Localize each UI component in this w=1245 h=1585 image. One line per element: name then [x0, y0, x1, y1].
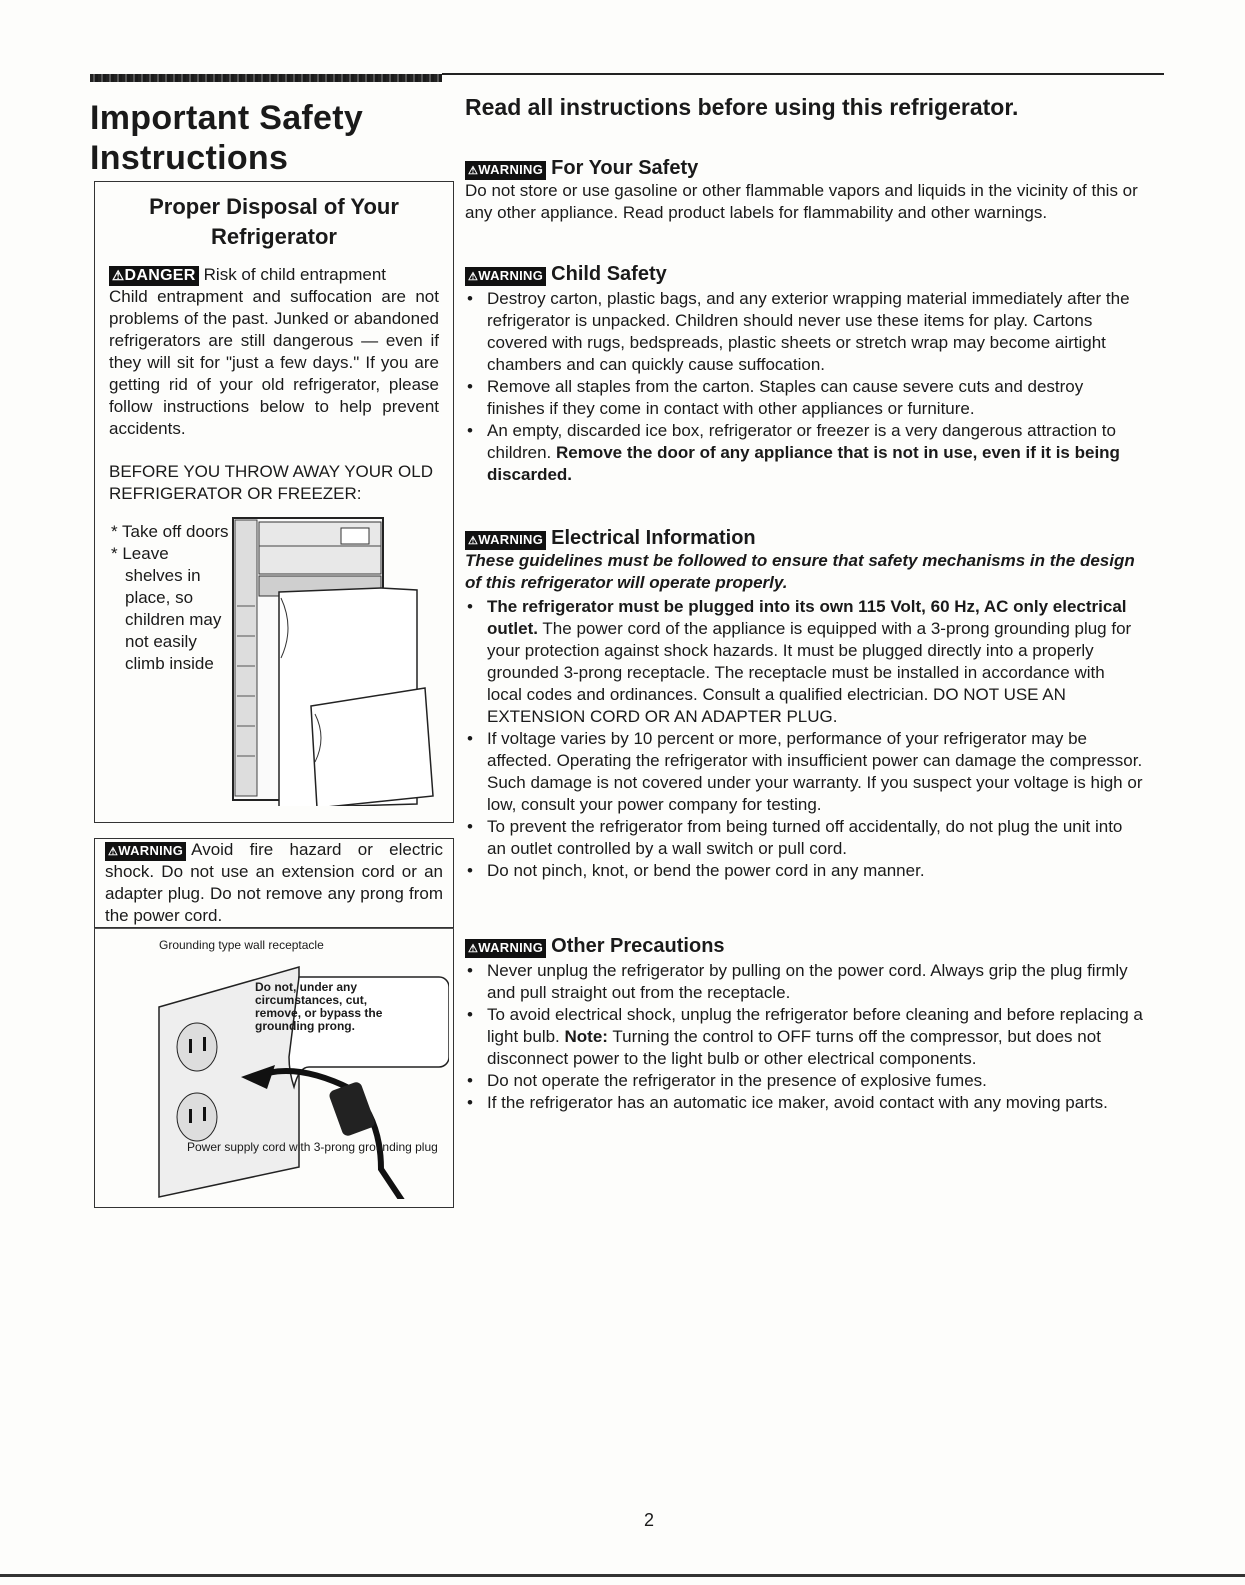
page-number: 2: [644, 1510, 655, 1530]
list-item: [465, 1004, 1143, 1070]
list-item: * Leave shelves in place, so children may not easily climb inside: [111, 544, 222, 673]
outlet-box: [94, 928, 454, 1208]
page-title: Important Safety Instructions: [90, 99, 364, 177]
warning-triangle-icon: ⚠: [468, 165, 479, 177]
grounded-outlet-illustration: [149, 937, 449, 1199]
fire-hazard-paragraph: [105, 839, 443, 927]
bullet-bold-text: Remove the door of any appliance that is not in use, even if it is being discarded.: [487, 443, 1120, 484]
bullet-text: The power cord of the appliance is equipped with a 3-prong grounding plug for your protection against shock hazards. It must be plugged directly into a properly grounded 3-prong receptacle. The receptacle must be installed in accordance with local codes and ordinances. Consult a qualified electrician. DO NOT USE AN EXTENSION CORD OR AN ADAPTER PLUG.: [487, 619, 1132, 726]
warning-badge: [105, 842, 186, 861]
bullet-text: To avoid electrical shock, unplug the refrigerator before cleaning and before replacing a light bulb.: [487, 1005, 1143, 1046]
section-title-text: Electrical Information: [551, 527, 756, 549]
note-label: Note:: [564, 1027, 608, 1046]
bullet-bold-text: The refrigerator must be plugged into its own 115 Volt, 60 Hz, AC only electrical outlet.: [487, 597, 1127, 638]
warning-triangle-icon: ⚠: [468, 535, 479, 547]
warning-badge-label: WARNING: [478, 940, 544, 955]
warning-badge-label: WARNING: [478, 532, 544, 547]
fire-hazard-text: Avoid fire hazard or electric shock. Do not use an extension cord or an adapter plug. Do not remove any prong from the power cord.: [105, 840, 443, 925]
electrical-intro: These guidelines must be followed to ensure that safety mechanisms in the design of this refrigerator will operate properly.: [465, 551, 1135, 592]
disposal-title: Proper Disposal of Your Refrigerator: [149, 194, 399, 249]
refrigerator-illustration: [229, 516, 439, 806]
list-item: • Never unplug the refrigerator by pulling on the power cord. Always grip the plug firmly and pull straight out from the receptacle.: [465, 960, 1143, 1004]
section-for-your-safety: [465, 156, 1143, 224]
header-rule-thick: [90, 74, 442, 82]
warning-badge-label: WARNING: [478, 162, 544, 177]
section-title: [465, 526, 1143, 550]
warning-badge-label: WARNING: [118, 843, 184, 858]
section-other-precautions: [465, 934, 1143, 1114]
bullet-text: An empty, discarded ice box, refrigerator or freezer is a very dangerous attraction to children.: [487, 421, 1116, 462]
header-rule-thin: [442, 73, 1164, 75]
section-title-text: Child Safety: [551, 263, 667, 285]
section-electrical-information: [465, 526, 1143, 882]
list-item: [465, 420, 1143, 486]
read-instructions-title: Read all instructions before using this refrigerator.: [465, 94, 1019, 120]
warning-badge: [465, 939, 546, 958]
section-title: [465, 156, 1143, 180]
list-item: • Do not operate the refrigerator in the presence of explosive fumes.: [465, 1070, 1143, 1092]
list-item: * Take off doors: [111, 522, 229, 541]
bullet-text: Turning the control to OFF turns off the compressor, but does not disconnect power to the light bulb or other electrical components.: [487, 1027, 1101, 1068]
danger-body: Child entrapment and suffocation are not problems of the past. Junked or abandoned refrigerators are still dangerous — even if they will sit for "just a few days." If you are getting rid of your old refrigerator, please follow instructions below to help prevent accidents.: [109, 287, 439, 438]
list-item: • To prevent the refrigerator from being turned off accidentally, do not plug the unit into an outlet controlled by a wall switch or pull cord.: [465, 816, 1143, 860]
list-item: • Destroy carton, plastic bags, and any exterior wrapping material immediately after the refrigerator is unpacked. Children should never use these items for play. Cartons covered with rugs, bedspreads, plastic sheets or stretch wrap may become airtight chambers and can quickly cause suffocation.: [465, 288, 1143, 376]
warning-badge: [465, 161, 546, 180]
warning-badge: [465, 267, 546, 286]
disposal-bullets: [109, 521, 229, 675]
warning-triangle-icon: ⚠: [108, 846, 119, 858]
before-throwaway: BEFORE YOU THROW AWAY YOUR OLD REFRIGERATOR OR FREEZER:: [109, 462, 434, 503]
list-item: [465, 596, 1143, 728]
section-title-text: Other Precautions: [551, 935, 725, 957]
danger-lead: Risk of child entrapment: [203, 265, 387, 284]
bottom-rule: [0, 1574, 1245, 1577]
bullet-text: Leave shelves in place, so children may not easily climb inside: [122, 544, 222, 673]
section-title: [465, 934, 1143, 958]
section-title: [465, 262, 1143, 286]
callout-text: Do not, under any circumstances, cut, remove, or bypass the grounding prong.: [255, 980, 383, 1033]
outlet-caption-top: Grounding type wall receptacle: [159, 938, 324, 952]
list-item: • Remove all staples from the carton. Staples can cause severe cuts and destroy finishes if they come in contact with other appliances or furniture.: [465, 376, 1143, 420]
section-title-text: For Your Safety: [551, 157, 699, 179]
list-item: • Do not pinch, knot, or bend the power cord in any manner.: [465, 860, 1143, 882]
child-safety-list: [465, 288, 1143, 486]
danger-paragraph: [109, 264, 439, 440]
list-item: • If voltage varies by 10 percent or more, performance of your refrigerator may be affected. Operating the refrigerator with insufficient power can damage the compressor. Such damage is not covered under your warranty. If you suspect your voltage is high or low, consult your power company for testing.: [465, 728, 1143, 816]
disposal-box: [94, 181, 454, 823]
bullet-text: Take off doors: [122, 522, 229, 541]
warning-triangle-icon: ⚠: [112, 268, 125, 283]
danger-badge-label: DANGER: [124, 267, 196, 284]
outlet-caption-bottom: Power supply cord with 3-prong grounding plug: [187, 1140, 438, 1154]
electrical-list: [465, 596, 1143, 882]
warning-triangle-icon: ⚠: [468, 271, 479, 283]
warning-triangle-icon: ⚠: [468, 943, 479, 955]
danger-badge: [109, 266, 199, 286]
safety-text: Do not store or use gasoline or other flammable vapors and liquids in the vicinity of this or any other appliance. Read product labels for flammability and other warnings.: [465, 181, 1138, 222]
other-precautions-list: [465, 960, 1143, 1114]
warning-badge: [465, 531, 546, 550]
section-child-safety: [465, 262, 1143, 486]
fire-hazard-box: [94, 838, 454, 928]
list-item: • If the refrigerator has an automatic ice maker, avoid contact with any moving parts.: [465, 1092, 1143, 1114]
warning-badge-label: WARNING: [478, 268, 544, 283]
